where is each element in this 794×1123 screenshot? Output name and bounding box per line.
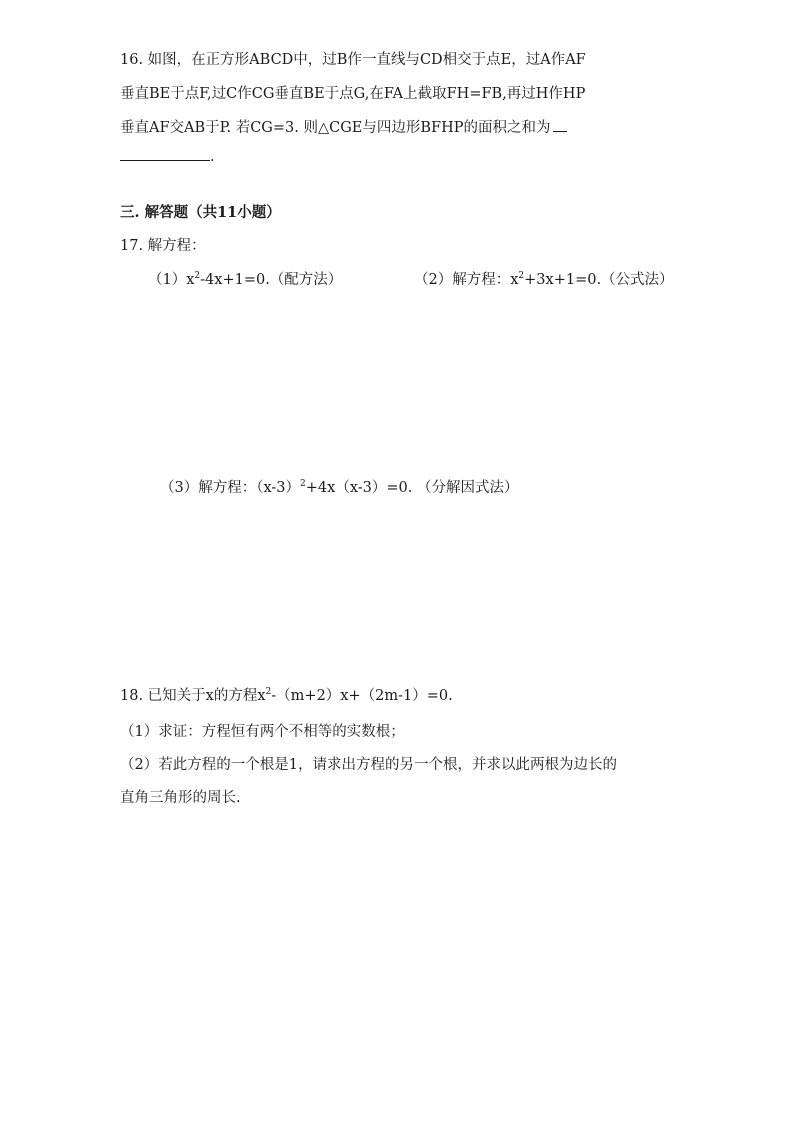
q17-p1-suffix: -4x+1=0.（配方法） [200,272,343,288]
section-heading-text: 三. 解答题（共11小题） [120,204,281,221]
q17-p1-prefix: （1）x [148,272,195,288]
section-heading [120,203,281,223]
q17-part-1 [148,270,342,290]
q16-line-4 [120,146,215,167]
q16-line-3 [120,117,567,138]
q18-stem [120,686,453,706]
answer-blank-start[interactable] [553,117,567,132]
q18-part-2-text-1: （2）若此方程的一个根是1，请求出方程的另一个根，并求以此两根为边长的 [120,757,617,773]
q17-p3-prefix: （3）解方程：（x-3） [160,480,301,496]
q18-part-2-text-2: 直角三角形的周长. [120,790,241,806]
q17-part-3 [160,478,518,498]
q17-title-text: 17. 解方程： [120,238,206,254]
q16-text-3: 垂直AF交AB于P. 若CG=3. 则△CGE与四边形BFHP的面积之和为 [120,120,551,136]
answer-blank[interactable] [120,146,210,161]
q17-part-2 [414,270,674,290]
q16-end-period: . [210,149,215,165]
q16-text-1: 16. 如图，在正方形ABCD中，过B作一直线与CD相交于点E，过A作AF [120,52,586,68]
q18-part-1 [120,722,405,742]
q17-p1-exponent: 2 [194,271,201,281]
q18-part-2-line-1 [120,755,617,775]
q17-p2-prefix: （2）解方程：x [414,272,519,288]
q16-text-2: 垂直BE于点F,过C作CG垂直BE于点G,在FA上截取FH=FB,再过H作HP [120,86,586,102]
q17-p2-suffix: +3x+1=0.（公式法） [524,272,674,288]
q16-line-1 [120,50,586,70]
q17-title [120,236,206,256]
q17-p2-exponent: 2 [518,271,525,281]
q18-part-2-line-2 [120,788,241,808]
q16-line-2 [120,84,585,104]
q18-stem-prefix: 18. 已知关于x的方程x [120,688,266,704]
q17-p3-suffix: +4x（x-3）=0. （分解因式法） [305,480,519,496]
q18-stem-suffix: -（m+2）x+（2m-1）=0. [271,688,453,704]
q18-stem-exponent: 2 [265,687,272,697]
q17-p3-exponent: 2 [300,479,306,489]
q18-part-1-text: （1）求证：方程恒有两个不相等的实数根； [120,724,405,740]
